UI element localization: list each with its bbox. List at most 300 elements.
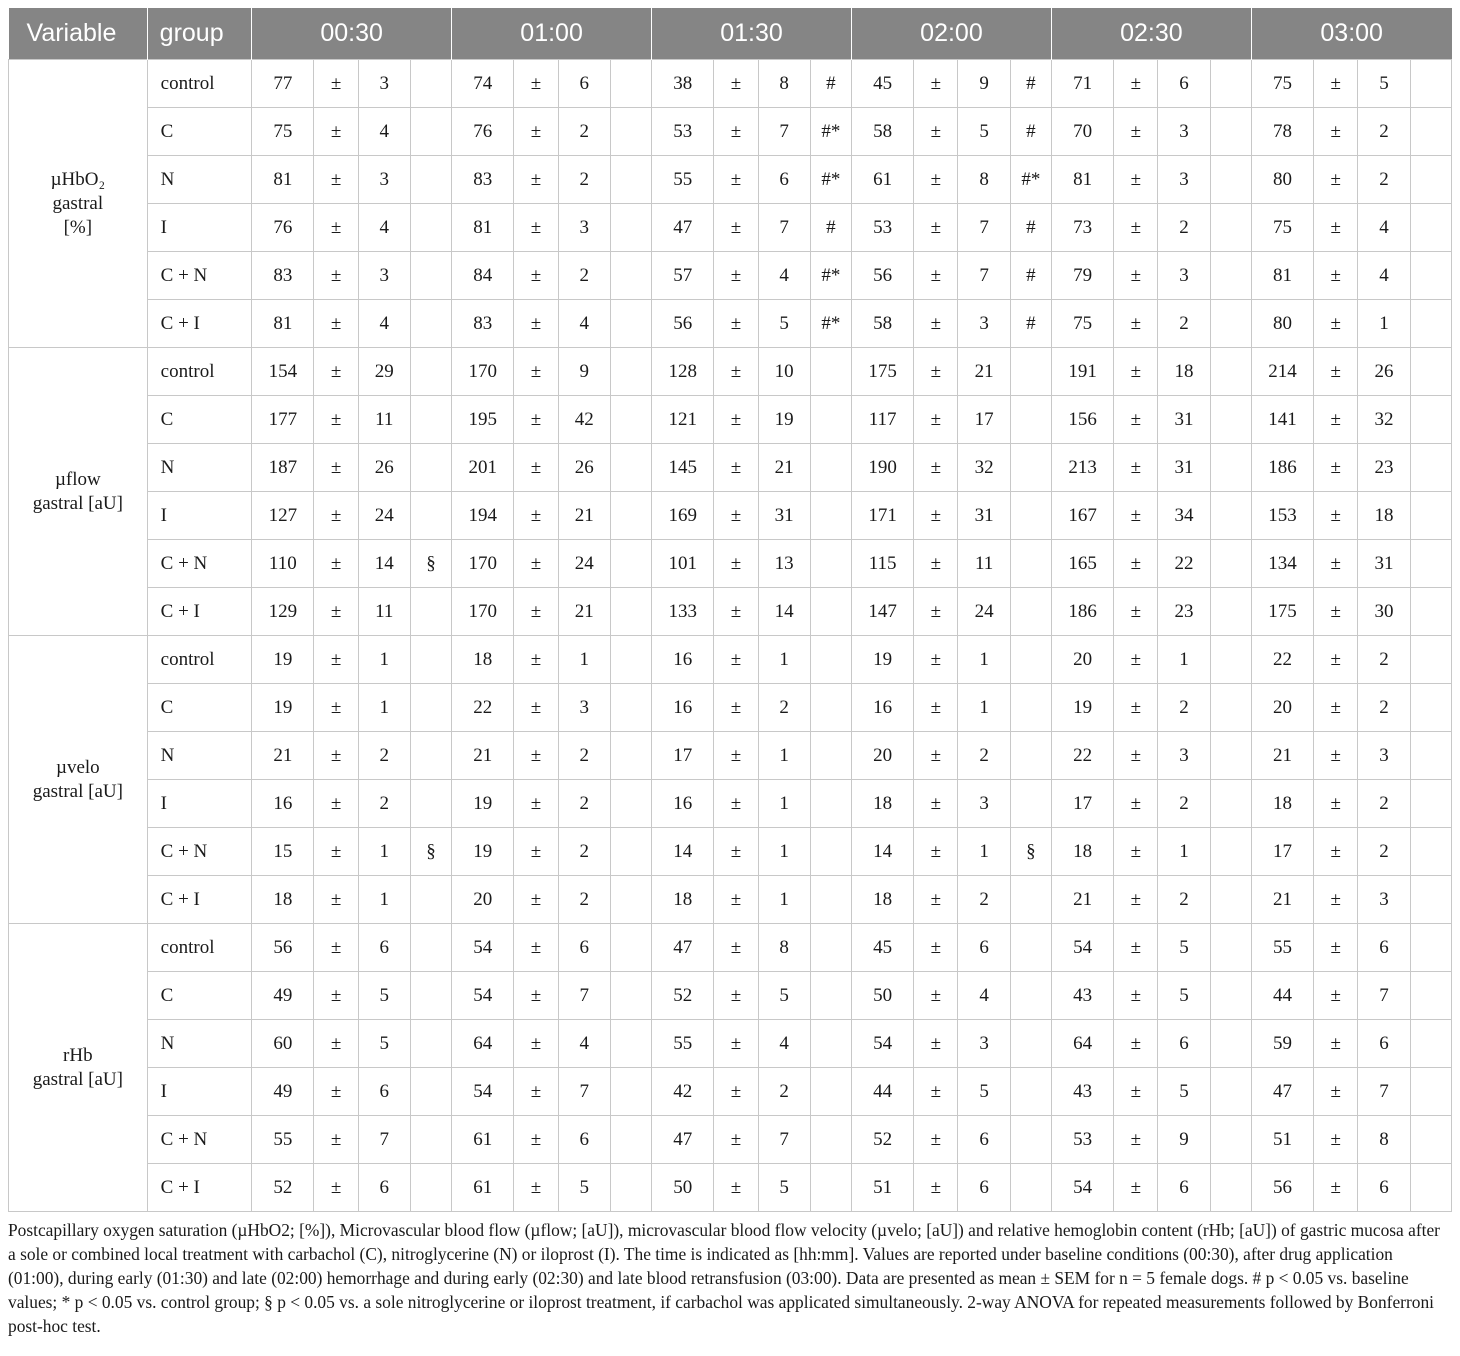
- pm-symbol: ±: [1314, 780, 1358, 828]
- sem-cell: 21: [958, 348, 1010, 396]
- variable-label: [9, 60, 148, 348]
- sem-cell: 6: [1158, 1164, 1210, 1212]
- sem-cell: 29: [358, 348, 410, 396]
- mean-cell: 55: [652, 156, 714, 204]
- significance-cell: [1210, 636, 1251, 684]
- mean-cell: 59: [1251, 1020, 1313, 1068]
- significance-cell: [610, 1068, 651, 1116]
- pm-symbol: ±: [914, 684, 958, 732]
- mean-cell: 55: [1251, 924, 1313, 972]
- pm-symbol: ±: [514, 684, 558, 732]
- sem-cell: 3: [1158, 108, 1210, 156]
- significance-cell: [610, 684, 651, 732]
- sem-cell: 2: [1358, 108, 1410, 156]
- sem-cell: 4: [358, 300, 410, 348]
- pm-symbol: ±: [1314, 444, 1358, 492]
- mean-cell: 16: [252, 780, 314, 828]
- significance-cell: [1010, 492, 1051, 540]
- significance-cell: [610, 924, 651, 972]
- mean-cell: 175: [1251, 588, 1313, 636]
- sem-cell: 2: [1358, 780, 1410, 828]
- pm-symbol: ±: [1114, 444, 1158, 492]
- sem-cell: 5: [758, 1164, 810, 1212]
- pm-symbol: ±: [1314, 348, 1358, 396]
- mean-cell: 186: [1251, 444, 1313, 492]
- mean-cell: 16: [851, 684, 913, 732]
- group-cell: control: [147, 60, 252, 108]
- pm-symbol: ±: [714, 1068, 758, 1116]
- mean-cell: 45: [851, 60, 913, 108]
- sem-cell: 6: [958, 1164, 1010, 1212]
- sem-cell: 6: [758, 156, 810, 204]
- sem-cell: 2: [358, 732, 410, 780]
- sem-cell: 21: [558, 492, 610, 540]
- significance-cell: [610, 540, 651, 588]
- significance-cell: [1410, 60, 1451, 108]
- pm-symbol: ±: [1314, 204, 1358, 252]
- sem-cell: 8: [1358, 1116, 1410, 1164]
- sem-cell: 26: [558, 444, 610, 492]
- group-cell: C + N: [147, 252, 252, 300]
- pm-symbol: ±: [714, 1020, 758, 1068]
- variable-label-line: µvelo: [56, 756, 100, 778]
- pm-symbol: ±: [914, 348, 958, 396]
- significance-cell: [610, 252, 651, 300]
- pm-symbol: ±: [1114, 156, 1158, 204]
- mean-cell: 64: [452, 1020, 514, 1068]
- pm-symbol: ±: [1314, 108, 1358, 156]
- significance-cell: [1010, 684, 1051, 732]
- pm-symbol: ±: [1114, 1068, 1158, 1116]
- pm-symbol: ±: [714, 204, 758, 252]
- mean-cell: 18: [252, 876, 314, 924]
- significance-cell: [410, 780, 451, 828]
- significance-cell: [1410, 780, 1451, 828]
- pm-symbol: ±: [914, 924, 958, 972]
- sem-cell: 1: [958, 636, 1010, 684]
- pm-symbol: ±: [714, 1116, 758, 1164]
- significance-cell: [1410, 540, 1451, 588]
- mean-cell: 54: [851, 1020, 913, 1068]
- pm-symbol: ±: [314, 540, 358, 588]
- significance-cell: [610, 1164, 651, 1212]
- significance-cell: [1410, 1020, 1451, 1068]
- pm-symbol: ±: [914, 444, 958, 492]
- significance-cell: [1210, 1068, 1251, 1116]
- sem-cell: 4: [358, 204, 410, 252]
- pm-symbol: ±: [1114, 828, 1158, 876]
- table-row: [9, 444, 1452, 492]
- header-time-3: 02:00: [851, 8, 1051, 60]
- sem-cell: 18: [1358, 492, 1410, 540]
- significance-cell: §: [410, 828, 451, 876]
- significance-cell: [610, 156, 651, 204]
- sem-cell: 5: [1158, 972, 1210, 1020]
- sem-cell: 5: [958, 108, 1010, 156]
- mean-cell: 47: [652, 204, 714, 252]
- mean-cell: 78: [1251, 108, 1313, 156]
- significance-cell: [410, 1116, 451, 1164]
- pm-symbol: ±: [514, 588, 558, 636]
- significance-cell: [1210, 1164, 1251, 1212]
- mean-cell: 56: [1251, 1164, 1313, 1212]
- significance-cell: [810, 636, 851, 684]
- mean-cell: 16: [652, 684, 714, 732]
- sem-cell: 3: [358, 60, 410, 108]
- significance-cell: [1210, 780, 1251, 828]
- mean-cell: 14: [652, 828, 714, 876]
- pm-symbol: ±: [914, 972, 958, 1020]
- variable-label-line: gastral: [52, 192, 104, 214]
- pm-symbol: ±: [514, 156, 558, 204]
- significance-cell: [1410, 828, 1451, 876]
- mean-cell: 52: [851, 1116, 913, 1164]
- sem-cell: 2: [758, 684, 810, 732]
- mean-cell: 43: [1051, 972, 1113, 1020]
- pm-symbol: ±: [314, 204, 358, 252]
- significance-cell: #: [1010, 108, 1051, 156]
- group-cell: C: [147, 108, 252, 156]
- pm-symbol: ±: [914, 300, 958, 348]
- mean-cell: 58: [851, 108, 913, 156]
- mean-cell: 22: [452, 684, 514, 732]
- sem-cell: 6: [558, 60, 610, 108]
- pm-symbol: ±: [1114, 1020, 1158, 1068]
- header-group: group: [147, 8, 252, 60]
- significance-cell: [410, 1020, 451, 1068]
- sem-cell: 5: [358, 1020, 410, 1068]
- sem-cell: 3: [1358, 732, 1410, 780]
- sem-cell: 19: [758, 396, 810, 444]
- header-time-4: 02:30: [1051, 8, 1251, 60]
- mean-cell: 75: [252, 108, 314, 156]
- pm-symbol: ±: [1114, 252, 1158, 300]
- significance-cell: [610, 300, 651, 348]
- pm-symbol: ±: [314, 1164, 358, 1212]
- significance-cell: [810, 444, 851, 492]
- mean-cell: 44: [1251, 972, 1313, 1020]
- mean-cell: 47: [1251, 1068, 1313, 1116]
- significance-cell: [810, 828, 851, 876]
- table-row: [9, 1116, 1452, 1164]
- pm-symbol: ±: [914, 492, 958, 540]
- significance-cell: [1210, 492, 1251, 540]
- pm-symbol: ±: [914, 780, 958, 828]
- significance-cell: [1010, 540, 1051, 588]
- sem-cell: 11: [958, 540, 1010, 588]
- group-cell: C + N: [147, 1116, 252, 1164]
- significance-cell: [1210, 1020, 1251, 1068]
- mean-cell: 134: [1251, 540, 1313, 588]
- sem-cell: 7: [1358, 972, 1410, 1020]
- sem-cell: 10: [758, 348, 810, 396]
- sem-cell: 23: [1158, 588, 1210, 636]
- sem-cell: 6: [358, 1068, 410, 1116]
- sem-cell: 24: [558, 540, 610, 588]
- pm-symbol: ±: [714, 924, 758, 972]
- pm-symbol: ±: [514, 108, 558, 156]
- pm-symbol: ±: [714, 732, 758, 780]
- pm-symbol: ±: [314, 588, 358, 636]
- mean-cell: 195: [452, 396, 514, 444]
- pm-symbol: ±: [1314, 972, 1358, 1020]
- significance-cell: [1410, 924, 1451, 972]
- significance-cell: [810, 924, 851, 972]
- group-cell: C + I: [147, 300, 252, 348]
- sem-cell: 3: [958, 780, 1010, 828]
- mean-cell: 81: [252, 156, 314, 204]
- sem-cell: 4: [758, 1020, 810, 1068]
- variable-label-line: µflow: [54, 468, 101, 490]
- sem-cell: 7: [558, 1068, 610, 1116]
- significance-cell: [1210, 348, 1251, 396]
- variable-label-line: µHbO₂: [50, 168, 106, 190]
- mean-cell: 121: [652, 396, 714, 444]
- sem-cell: 11: [358, 396, 410, 444]
- sem-cell: 3: [558, 684, 610, 732]
- sem-cell: 31: [1158, 444, 1210, 492]
- significance-cell: [410, 684, 451, 732]
- significance-cell: [1210, 972, 1251, 1020]
- pm-symbol: ±: [514, 1068, 558, 1116]
- pm-symbol: ±: [514, 1020, 558, 1068]
- significance-cell: [810, 1164, 851, 1212]
- mean-cell: 133: [652, 588, 714, 636]
- significance-cell: [410, 252, 451, 300]
- variable-label-line: gastral [aU]: [32, 1068, 123, 1090]
- sem-cell: 7: [758, 108, 810, 156]
- mean-cell: 154: [252, 348, 314, 396]
- pm-symbol: ±: [914, 396, 958, 444]
- significance-cell: [610, 108, 651, 156]
- mean-cell: 170: [452, 348, 514, 396]
- sem-cell: 6: [1358, 1164, 1410, 1212]
- sem-cell: 2: [1158, 780, 1210, 828]
- pm-symbol: ±: [514, 924, 558, 972]
- variable-label-line: rHb: [63, 1044, 93, 1066]
- sem-cell: 26: [1358, 348, 1410, 396]
- table-row: [9, 1020, 1452, 1068]
- mean-cell: 145: [652, 444, 714, 492]
- pm-symbol: ±: [314, 1020, 358, 1068]
- sem-cell: 32: [958, 444, 1010, 492]
- significance-cell: [1210, 588, 1251, 636]
- table-row: [9, 924, 1452, 972]
- mean-cell: 20: [1051, 636, 1113, 684]
- significance-cell: [610, 828, 651, 876]
- mean-cell: 75: [1051, 300, 1113, 348]
- sem-cell: 5: [558, 1164, 610, 1212]
- mean-cell: 20: [452, 876, 514, 924]
- sem-cell: 30: [1358, 588, 1410, 636]
- significance-cell: #*: [810, 108, 851, 156]
- pm-symbol: ±: [714, 348, 758, 396]
- pm-symbol: ±: [314, 396, 358, 444]
- mean-cell: 16: [652, 780, 714, 828]
- group-cell: N: [147, 1020, 252, 1068]
- pm-symbol: ±: [514, 972, 558, 1020]
- pm-symbol: ±: [1314, 1020, 1358, 1068]
- table-row: [9, 300, 1452, 348]
- mean-cell: 214: [1251, 348, 1313, 396]
- pm-symbol: ±: [1114, 348, 1158, 396]
- mean-cell: 73: [1051, 204, 1113, 252]
- mean-cell: 71: [1051, 60, 1113, 108]
- header-time-0: 00:30: [252, 8, 452, 60]
- pm-symbol: ±: [314, 876, 358, 924]
- table-row: [9, 348, 1452, 396]
- mean-cell: 61: [452, 1164, 514, 1212]
- pm-symbol: ±: [1314, 732, 1358, 780]
- significance-cell: §: [1010, 828, 1051, 876]
- significance-cell: #: [1010, 300, 1051, 348]
- table-row: [9, 396, 1452, 444]
- sem-cell: 2: [958, 876, 1010, 924]
- variable-label-line: gastral [aU]: [32, 492, 123, 514]
- significance-cell: #*: [810, 300, 851, 348]
- sem-cell: 2: [1358, 156, 1410, 204]
- significance-cell: [1010, 1164, 1051, 1212]
- mean-cell: 170: [452, 540, 514, 588]
- sem-cell: 2: [558, 108, 610, 156]
- sem-cell: 1: [758, 636, 810, 684]
- table-body: [9, 60, 1452, 1212]
- table-row: [9, 684, 1452, 732]
- pm-symbol: ±: [314, 444, 358, 492]
- sem-cell: 5: [1358, 60, 1410, 108]
- sem-cell: 3: [558, 204, 610, 252]
- significance-cell: #: [810, 60, 851, 108]
- pm-symbol: ±: [914, 1020, 958, 1068]
- sem-cell: 24: [958, 588, 1010, 636]
- pm-symbol: ±: [1114, 1164, 1158, 1212]
- pm-symbol: ±: [714, 108, 758, 156]
- sem-cell: 6: [1358, 924, 1410, 972]
- sem-cell: 6: [558, 1116, 610, 1164]
- mean-cell: 54: [1051, 1164, 1113, 1212]
- sem-cell: 1: [958, 828, 1010, 876]
- pm-symbol: ±: [514, 252, 558, 300]
- sem-cell: 5: [958, 1068, 1010, 1116]
- significance-cell: [410, 588, 451, 636]
- mean-cell: 52: [252, 1164, 314, 1212]
- sem-cell: 17: [958, 396, 1010, 444]
- pm-symbol: ±: [914, 108, 958, 156]
- mean-cell: 49: [252, 972, 314, 1020]
- pm-symbol: ±: [714, 780, 758, 828]
- header-time-5: 03:00: [1251, 8, 1451, 60]
- mean-cell: 60: [252, 1020, 314, 1068]
- pm-symbol: ±: [714, 492, 758, 540]
- mean-cell: 43: [1051, 1068, 1113, 1116]
- mean-cell: 128: [652, 348, 714, 396]
- table-row: [9, 636, 1452, 684]
- mean-cell: 15: [252, 828, 314, 876]
- mean-cell: 56: [252, 924, 314, 972]
- mean-cell: 77: [252, 60, 314, 108]
- sem-cell: 7: [758, 204, 810, 252]
- significance-cell: #: [810, 204, 851, 252]
- significance-cell: [410, 300, 451, 348]
- pm-symbol: ±: [314, 60, 358, 108]
- sem-cell: 5: [758, 300, 810, 348]
- mean-cell: 21: [1251, 876, 1313, 924]
- mean-cell: 54: [452, 924, 514, 972]
- sem-cell: 23: [1358, 444, 1410, 492]
- significance-cell: [610, 588, 651, 636]
- pm-symbol: ±: [514, 780, 558, 828]
- significance-cell: [1010, 444, 1051, 492]
- table-row: [9, 204, 1452, 252]
- significance-cell: [410, 1164, 451, 1212]
- sem-cell: 2: [1158, 300, 1210, 348]
- significance-cell: [1410, 1164, 1451, 1212]
- mean-cell: 53: [652, 108, 714, 156]
- header-row: [9, 8, 1452, 60]
- significance-cell: [810, 876, 851, 924]
- significance-cell: [1410, 588, 1451, 636]
- pm-symbol: ±: [1114, 60, 1158, 108]
- significance-cell: [1010, 1116, 1051, 1164]
- group-cell: control: [147, 636, 252, 684]
- mean-cell: 18: [652, 876, 714, 924]
- mean-cell: 19: [252, 636, 314, 684]
- table-row: [9, 732, 1452, 780]
- mean-cell: 84: [452, 252, 514, 300]
- mean-cell: 57: [652, 252, 714, 300]
- mean-cell: 213: [1051, 444, 1113, 492]
- group-cell: C + N: [147, 540, 252, 588]
- sem-cell: 6: [1158, 60, 1210, 108]
- pm-symbol: ±: [1314, 156, 1358, 204]
- group-cell: C + I: [147, 1164, 252, 1212]
- table-row: [9, 876, 1452, 924]
- sem-cell: 31: [958, 492, 1010, 540]
- sem-cell: 4: [1358, 252, 1410, 300]
- table-caption: Postcapillary oxygen saturation (µHbO2; [%]), Microvascular blood flow (µflow; [aU]), microvascular blood flow velocity (µvelo; [aU]) and relative hemoglobin content (rHb; [aU]) of gastric mucosa after a sole or combined local treatment with carbachol (C), nitroglycerine (N) or iloprost (I). The time is indicated as [hh:mm]. Values are reported under baseline conditions (00:30), after drug application (01:00), during early (01:30) and late (02:00) hemorrhage and during early (02:30) and late blood retransfusion (03:00). Data are presented as mean ± SEM for n = 5 female dogs. # p < 0.05 vs. baseline values; * p < 0.05 vs. control group; § p < 0.05 vs. a sole nitroglycerine or iloprost treatment, if carbachol was applicated simultaneously. 2-way ANOVA for repeated measurements followed by Bonferroni post-hoc test.: [8, 1220, 1440, 1336]
- mean-cell: 56: [851, 252, 913, 300]
- mean-cell: 83: [252, 252, 314, 300]
- pm-symbol: ±: [1114, 492, 1158, 540]
- pm-symbol: ±: [1314, 588, 1358, 636]
- significance-cell: [1010, 972, 1051, 1020]
- table-container: [8, 8, 1452, 1338]
- sem-cell: 11: [358, 588, 410, 636]
- mean-cell: 79: [1051, 252, 1113, 300]
- mean-cell: 147: [851, 588, 913, 636]
- pm-symbol: ±: [1114, 780, 1158, 828]
- mean-cell: 21: [1251, 732, 1313, 780]
- mean-cell: 194: [452, 492, 514, 540]
- pm-symbol: ±: [314, 684, 358, 732]
- significance-cell: [610, 732, 651, 780]
- significance-cell: #: [1010, 204, 1051, 252]
- table-row: [9, 108, 1452, 156]
- significance-cell: [1410, 156, 1451, 204]
- significance-cell: #: [1010, 252, 1051, 300]
- pm-symbol: ±: [1314, 924, 1358, 972]
- mean-cell: 38: [652, 60, 714, 108]
- significance-cell: [610, 780, 651, 828]
- significance-cell: [610, 1020, 651, 1068]
- pm-symbol: ±: [314, 828, 358, 876]
- variable-label: [9, 348, 148, 636]
- significance-cell: [1210, 204, 1251, 252]
- pm-symbol: ±: [914, 204, 958, 252]
- mean-cell: 22: [1051, 732, 1113, 780]
- mean-cell: 21: [1051, 876, 1113, 924]
- mean-cell: 18: [851, 876, 913, 924]
